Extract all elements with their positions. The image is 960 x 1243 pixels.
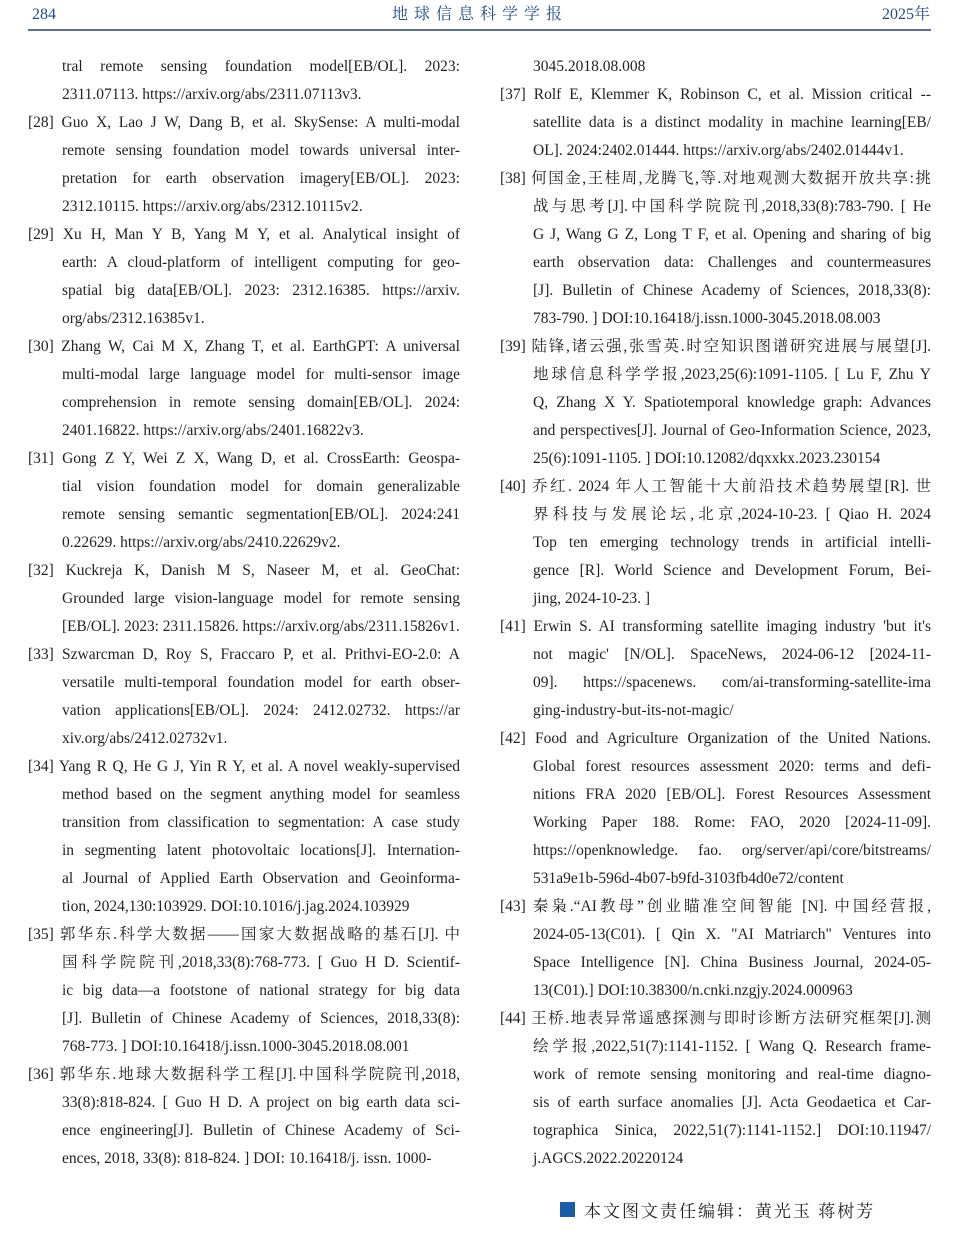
reference-line: pretation for earth observation imagery[EB/OL]. 2023: bbox=[62, 170, 460, 187]
reference-line: [39] 陆锋,诸云强,张雪英.时空知识图谱研究进展与展望[J]. bbox=[500, 338, 931, 355]
reference-line: satellite data is a distinct modality in machine learning[EB/ bbox=[533, 114, 931, 131]
reference-line: [31] Gong Z Y, Wei Z X, Wang D, et al. CrossEarth: Geospa- bbox=[28, 450, 460, 467]
reference-item bbox=[28, 557, 460, 641]
reference-line: [40] 乔红. 2024 年人工智能十大前沿技术趋势展望[R]. 世 bbox=[500, 478, 931, 495]
journal-year: 2025年 bbox=[881, 6, 930, 23]
reference-line: Working Paper 188. Rome: FAO, 2020 [2024-11-09]. bbox=[533, 814, 931, 831]
reference-line: [37] Rolf E, Klemmer K, Robinson C, et al. Mission critical -- bbox=[500, 86, 931, 103]
reference-line: [32] Kuckreja K, Danish M S, Naseer M, et al. GeoChat: bbox=[28, 562, 460, 579]
reference-line: 绘学报,2022,51(7):1141-1152. [ Wang Q. Research frame- bbox=[533, 1038, 931, 1055]
reference-item bbox=[28, 921, 460, 1061]
reference-line: not magic' [N/OL]. SpaceNews, 2024-06-12 [2024-11- bbox=[533, 646, 931, 663]
reference-line: Q, Zhang X Y. Spatiotemporal knowledge graph: Advances bbox=[533, 394, 931, 411]
reference-line: work of remote sensing monitoring and real-time diagno- bbox=[533, 1066, 931, 1083]
reference-item bbox=[500, 81, 931, 165]
reference-line: Top ten emerging technology trends in artificial intelli- bbox=[533, 534, 931, 551]
journal-title: 地球信息科学学报 bbox=[391, 6, 568, 23]
reference-item bbox=[500, 165, 931, 333]
reference-line: [28] Guo X, Lao J W, Dang B, et al. SkySense: A multi-modal bbox=[28, 114, 460, 131]
reference-line: [J]. Bulletin of Chinese Academy of Sciences, 2018,33(8): bbox=[533, 282, 931, 299]
reference-line: [30] Zhang W, Cai M X, Zhang T, et al. EarthGPT: A universal bbox=[28, 338, 460, 355]
reference-item bbox=[28, 445, 460, 557]
reference-line: al Journal of Applied Earth Observation and Geoinforma- bbox=[62, 870, 460, 887]
reference-item bbox=[500, 613, 931, 725]
reference-line: sis of earth surface anomalies [J]. Acta Geodaetica et Car- bbox=[533, 1094, 931, 1111]
reference-line: 13(C01).] DOI:10.38300/n.cnki.nzgjy.2024.000963 bbox=[533, 982, 853, 999]
reference-item bbox=[28, 221, 460, 333]
reference-line: org/abs/2312.16385v1. bbox=[62, 310, 205, 327]
reference-line: [42] Food and Agriculture Organization of the United Nations. bbox=[500, 730, 931, 747]
reference-line: OL]. 2024:2402.01444. https://arxiv.org/abs/2402.01444v1. bbox=[533, 142, 904, 159]
reference-line: tion, 2024,130:103929. DOI:10.1016/j.jag.2024.103929 bbox=[62, 898, 410, 915]
reference-line: multi-modal large language model for multi-sensor image bbox=[62, 366, 460, 383]
reference-line: 国科学院院刊,2018,33(8):768-773. [ Guo H D. Scientif- bbox=[62, 954, 460, 971]
reference-line: transition from classification to segmentation: A case study bbox=[62, 814, 460, 831]
reference-line: nitions FRA 2020 [EB/OL]. Forest Resources Assessment bbox=[533, 786, 931, 803]
reference-item bbox=[500, 473, 931, 613]
reference-line: vation applications[EB/OL]. 2024: 2412.02732. https://ar bbox=[62, 702, 460, 719]
reference-item bbox=[28, 641, 460, 753]
reference-line: 25(6):1091-1105. ] DOI:10.12082/dqxxkx.2023.230154 bbox=[533, 450, 881, 467]
reference-line: method based on the segment anything model for seamless bbox=[62, 786, 460, 803]
square-bullet-icon bbox=[560, 1202, 575, 1217]
reference-line: [44] 王桥.地表异常遥感探测与即时诊断方法研究框架[J].测 bbox=[500, 1010, 931, 1027]
reference-line: spatial big data[EB/OL]. 2023: 2312.16385. https://arxiv. bbox=[62, 282, 460, 299]
editor-credit: 本文图文责任编辑：黄光玉 蒋树芳 bbox=[584, 1201, 876, 1221]
reference-line: remote sensing semantic segmentation[EB/OL]. 2024:241 bbox=[62, 506, 460, 523]
reference-continuation bbox=[28, 53, 460, 109]
reference-line: 768-773. ] DOI:10.16418/j.issn.1000-3045.2018.08.001 bbox=[62, 1038, 410, 1055]
reference-line: 2024-05-13(C01). [ Qin X. "AI Matriarch" Ventures into bbox=[533, 926, 931, 943]
reference-line: earth: A cloud-platform of intelligent computing for geo- bbox=[62, 254, 460, 271]
references-column-left bbox=[28, 53, 460, 1173]
reference-item bbox=[28, 333, 460, 445]
reference-line: 0.22629. https://arxiv.org/abs/2410.22629v2. bbox=[62, 534, 341, 551]
reference-line: [38] 何国金,王桂周,龙腾飞,等.对地观测大数据开放共享:挑 bbox=[500, 170, 931, 187]
reference-line: ence engineering[J]. Bulletin of Chinese Academy of Sci- bbox=[62, 1122, 460, 1139]
editor-footer bbox=[560, 1198, 875, 1220]
reference-line: [33] Szwarcman D, Roy S, Fraccaro P, et al. Prithvi-EO-2.0: A bbox=[28, 646, 460, 663]
reference-line: 地球信息科学学报,2023,25(6):1091-1105. [ Lu F, Zhu Y bbox=[533, 366, 931, 383]
reference-item bbox=[500, 333, 931, 473]
reference-line: 3045.2018.08.008 bbox=[533, 58, 646, 75]
reference-line: tral remote sensing foundation model[EB/OL]. 2023: bbox=[62, 58, 460, 75]
reference-line: [29] Xu H, Man Y B, Yang M Y, et al. Analytical insight of bbox=[28, 226, 460, 243]
reference-line: ic big data—a footstone of national strategy for big data bbox=[62, 982, 460, 999]
reference-line: [41] Erwin S. AI transforming satellite imaging industry 'but it's bbox=[500, 618, 931, 635]
reference-item bbox=[28, 753, 460, 921]
reference-line: and perspectives[J]. Journal of Geo-Information Science, 2023, bbox=[533, 422, 931, 439]
reference-line: Grounded large vision-language model for remote sensing bbox=[62, 590, 460, 607]
reference-item bbox=[28, 109, 460, 221]
reference-line: gence [R]. World Science and Development Forum, Bei- bbox=[533, 562, 931, 579]
reference-line: [34] Yang R Q, He G J, Yin R Y, et al. A novel weakly-supervised bbox=[28, 758, 460, 775]
reference-line: tial vision foundation model for domain generalizable bbox=[62, 478, 460, 495]
reference-line: 783-790. ] DOI:10.16418/j.issn.1000-3045.2018.08.003 bbox=[533, 310, 881, 327]
reference-line: [36] 郭华东.地球大数据科学工程[J].中国科学院院刊,2018, bbox=[28, 1066, 460, 1083]
reference-line: in segmenting latent photovoltaic locations[J]. Internation- bbox=[62, 842, 460, 859]
reference-line: ences, 2018, 33(8): 818-824. ] DOI: 10.16418/j. issn. 1000- bbox=[62, 1150, 432, 1167]
references-column-right bbox=[500, 53, 931, 1173]
reference-continuation bbox=[500, 53, 931, 81]
reference-line: 界科技与发展论坛,北京,2024-10-23. [ Qiao H. 2024 bbox=[533, 506, 931, 523]
reference-line: 09]. https://spacenews. com/ai-transforming-satellite-ima bbox=[533, 674, 931, 691]
reference-line: ging-industry-but-its-not-magic/ bbox=[533, 702, 734, 719]
reference-line: [J]. Bulletin of Chinese Academy of Sciences, 2018,33(8): bbox=[62, 1010, 460, 1027]
reference-line: tographica Sinica, 2022,51(7):1141-1152.] DOI:10.11947/ bbox=[533, 1122, 931, 1139]
reference-line: earth observation data: Challenges and countermeasures bbox=[533, 254, 931, 271]
reference-line: versatile multi-temporal foundation model for earth obser- bbox=[62, 674, 460, 691]
reference-line: 531a9e1b-596d-4b07-b9fd-3103fb4d0e72/content bbox=[533, 870, 844, 887]
reference-line: 2312.10115. https://arxiv.org/abs/2312.10115v2. bbox=[62, 198, 363, 215]
reference-line: comprehension in remote sensing domain[EB/OL]. 2024: bbox=[62, 394, 460, 411]
reference-line: j.AGCS.2022.20220124 bbox=[533, 1150, 684, 1167]
reference-line: [EB/OL]. 2023: 2311.15826. https://arxiv.org/abs/2311.15826v1. bbox=[62, 618, 460, 635]
reference-line: remote sensing foundation model towards universal inter- bbox=[62, 142, 460, 159]
reference-line: 2311.07113. https://arxiv.org/abs/2311.07113v3. bbox=[62, 86, 362, 103]
reference-item bbox=[28, 1061, 460, 1173]
reference-line: 战与思考[J].中国科学院院刊,2018,33(8):783-790. [ He bbox=[533, 198, 931, 215]
reference-line: xiv.org/abs/2412.02732v1. bbox=[62, 730, 228, 747]
reference-item bbox=[500, 725, 931, 893]
reference-item bbox=[500, 1005, 931, 1173]
reference-line: jing, 2024-10-23. ] bbox=[533, 590, 651, 607]
reference-line: Space Intelligence [N]. China Business Journal, 2024-05- bbox=[533, 954, 931, 971]
reference-item bbox=[500, 893, 931, 1005]
reference-line: 33(8):818-824. [ Guo H D. A project on big earth data sci- bbox=[62, 1094, 460, 1111]
reference-line: [43] 秦枭.“AI教母”创业瞄准空间智能 [N]. 中国经营报, bbox=[500, 898, 931, 915]
header-rule bbox=[28, 29, 931, 31]
reference-line: https://openknowledge. fao. org/server/api/core/bitstreams/ bbox=[533, 842, 931, 859]
reference-line: G J, Wang G Z, Long T F, et al. Opening and sharing of big bbox=[533, 226, 931, 243]
page-number: 284 bbox=[32, 6, 56, 23]
reference-line: Global forest resources assessment 2020: terms and defi- bbox=[533, 758, 931, 775]
reference-line: [35] 郭华东.科学大数据——国家大数据战略的基石[J]. 中 bbox=[28, 926, 460, 943]
reference-line: 2401.16822. https://arxiv.org/abs/2401.16822v3. bbox=[62, 422, 364, 439]
